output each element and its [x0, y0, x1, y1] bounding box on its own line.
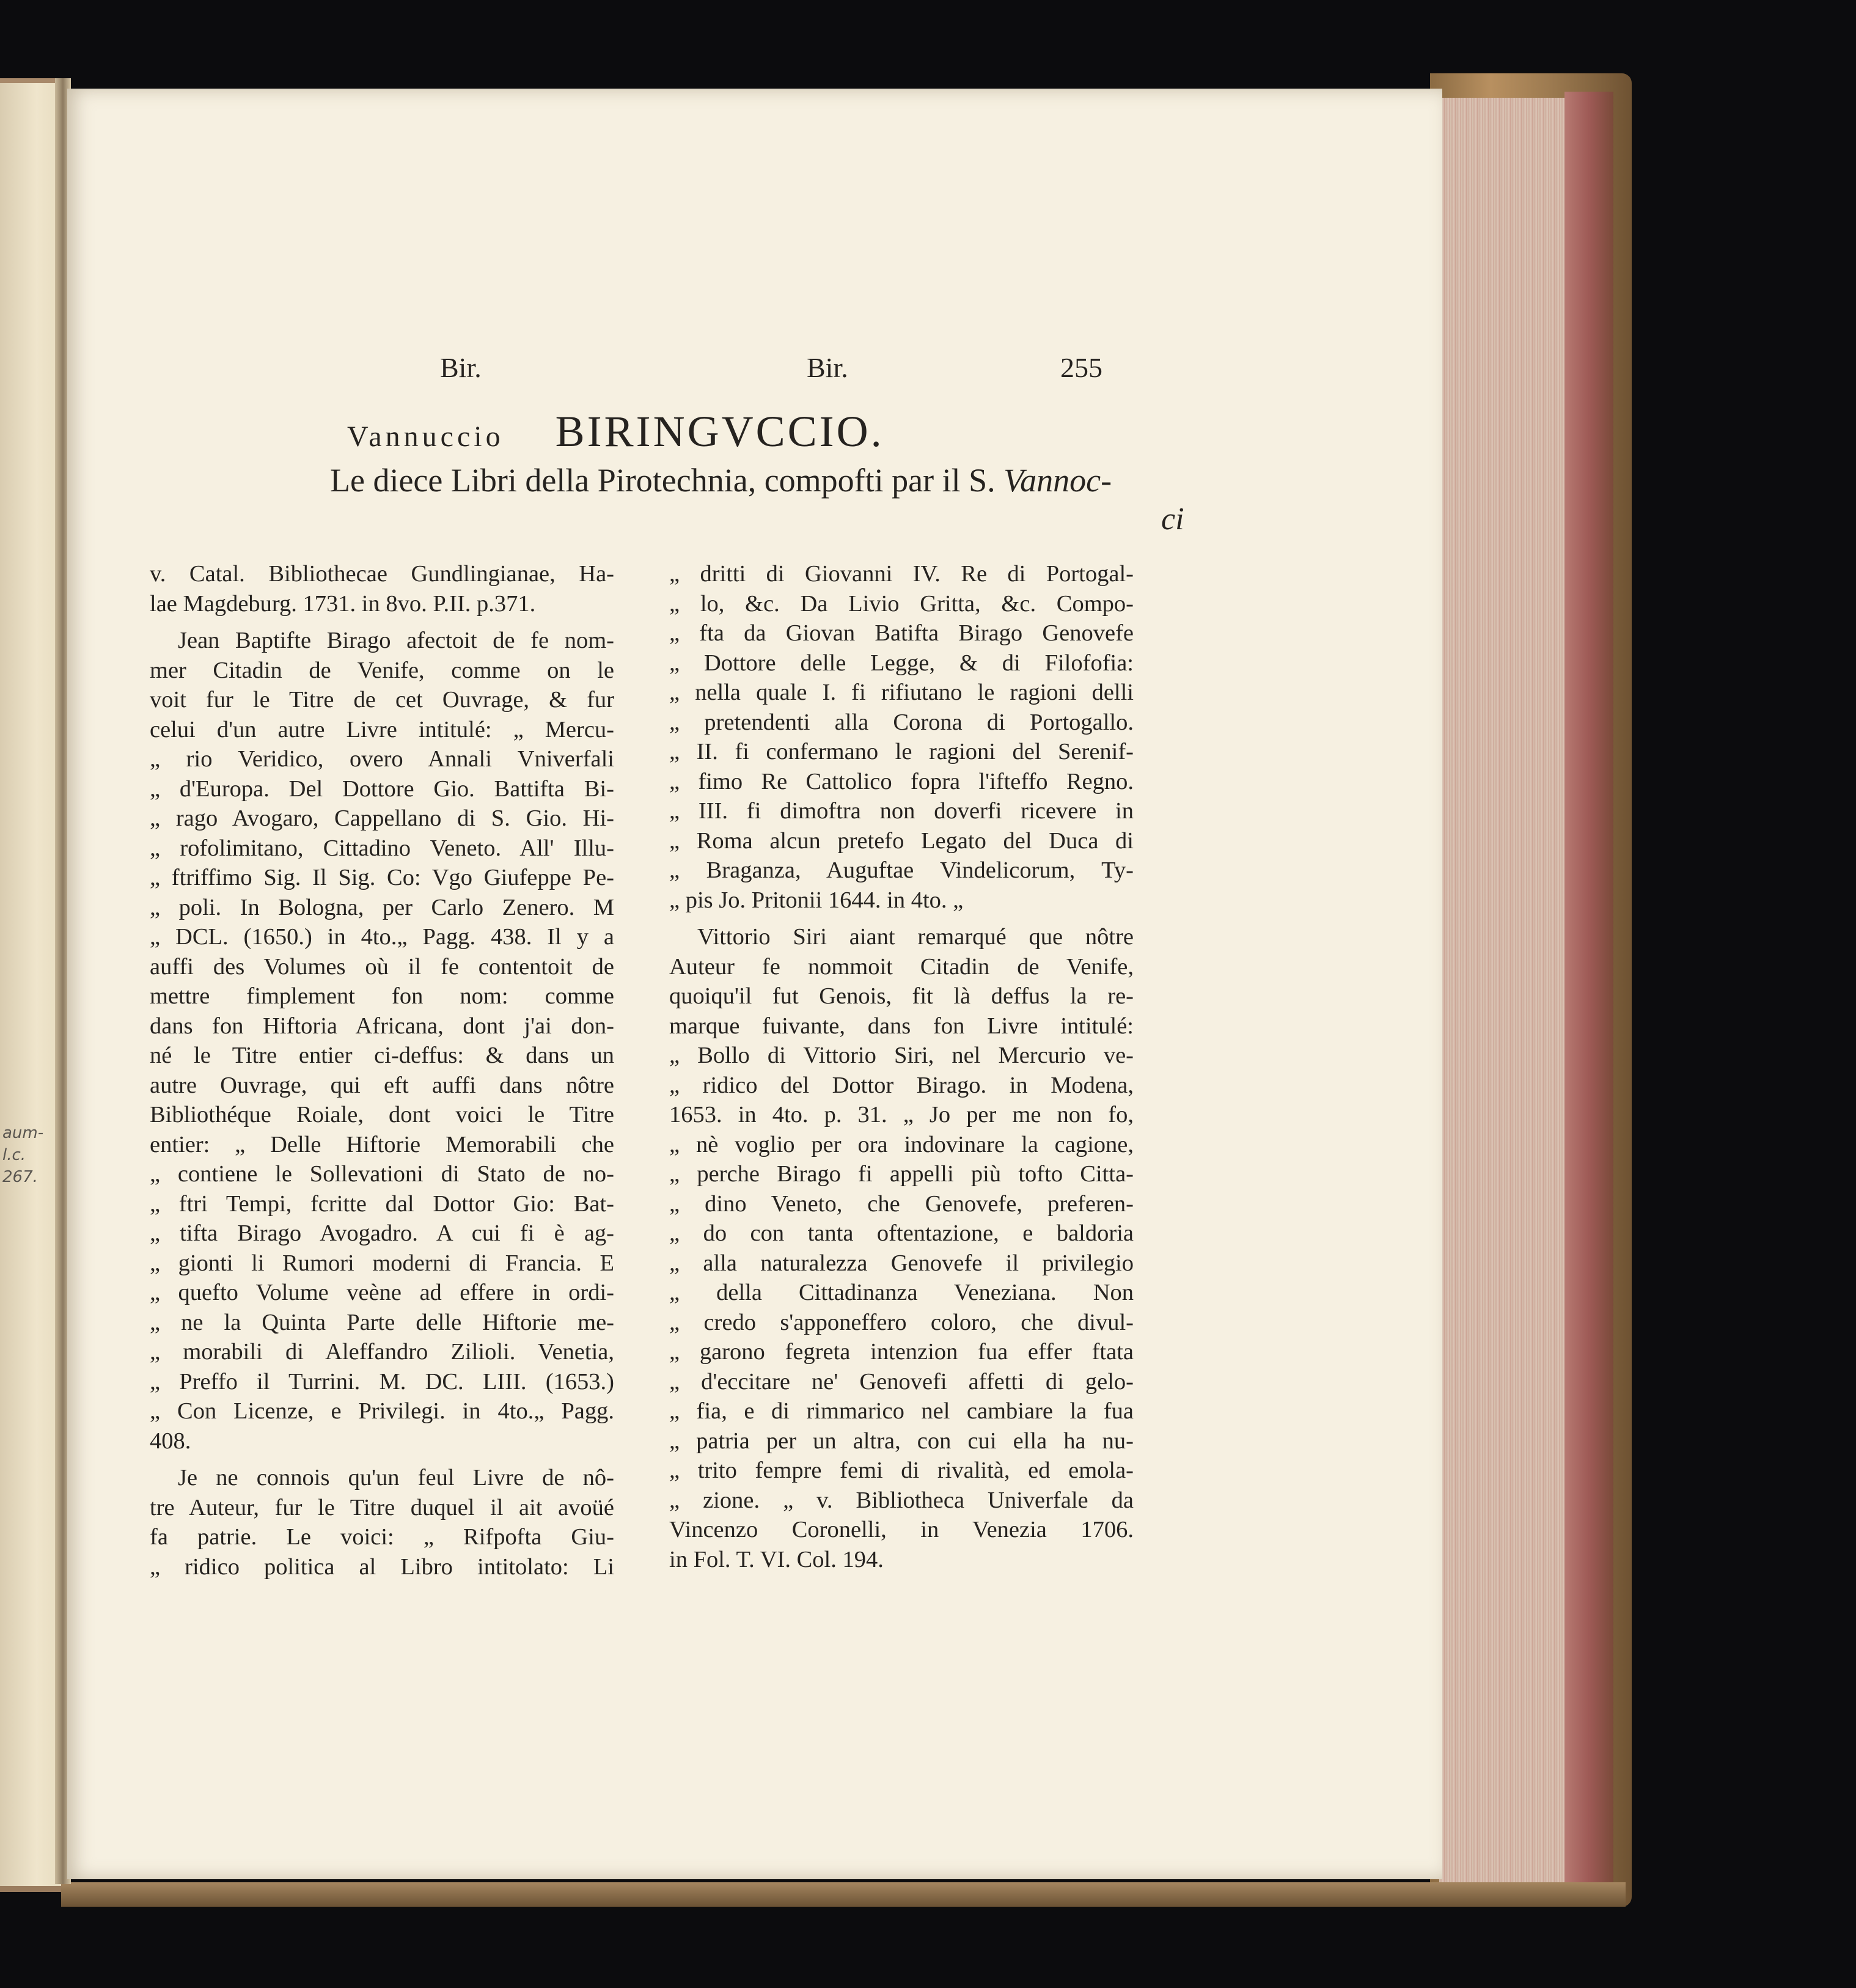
text-line: „ rio Veridico, overo Annali Vniverfali: [150, 746, 614, 772]
text-line: „ dritti di Giovanni IV. Re di Portogal-: [669, 561, 1134, 587]
text-line: „ dino Veneto, che Genovefe, preferen-: [669, 1190, 1134, 1217]
text-line: v. Catal. Bibliothecae Gundlingianae, Ha-: [150, 561, 614, 587]
text-line: fa patrie. Le voici: „ Rifpofta Giu-: [150, 1524, 614, 1550]
text-line: „ II. fi confermano le ragioni del Serenif-: [669, 739, 1134, 765]
heading-surname: BIRINGVCCIO.: [555, 407, 884, 456]
text-line: „ III. fi dimoftra non doverfi ricevere in: [669, 798, 1134, 824]
text-line: Jean Baptifte Birago afectoit de fe nom-: [178, 628, 614, 653]
text-line: „ morabili di Aleffandro Zilioli. Venetia,: [150, 1339, 614, 1365]
text-line: 408.: [150, 1428, 191, 1454]
text-line: „ ne la Quinta Parte delle Hiftorie me-: [150, 1309, 614, 1335]
text-line: „ do con tanta oftentazione, e baldoria: [669, 1220, 1134, 1246]
text-line: lae Magdeburg. 1731. in 8vo. P.II. p.371.: [150, 590, 536, 617]
left-page: [0, 78, 61, 1892]
text-line: „ Braganza, Auguftae Vindelicorum, Ty-: [669, 857, 1134, 883]
text-line: „ Con Licenze, e Privilegi. in 4to.„ Pagg.: [150, 1398, 614, 1424]
margin-note-line: 267.: [2, 1168, 38, 1186]
text-line: „ alla naturalezza Genovefe il privilegio: [669, 1250, 1134, 1276]
text-line: auffi des Volumes où il fe contentoit de: [150, 953, 614, 980]
text-line: Vittorio Siri aiant remarqué que nôtre: [697, 924, 1134, 950]
subtitle-catchword: ci: [1161, 502, 1184, 537]
text-line: „ Preffo il Turrini. M. DC. LIII. (1653.): [150, 1368, 614, 1395]
text-line: „ Bollo di Vittorio Siri, nel Mercurio ve-: [669, 1043, 1134, 1068]
text-line: „ ridico politica al Libro intitolato: Li: [150, 1553, 614, 1580]
text-line: quoiqu'il fut Genois, fit là deffus la re-: [669, 983, 1134, 1009]
text-line: „ pis Jo. Pritonii 1644. in 4to. „: [669, 887, 964, 913]
text-line: entier: „ Delle Hiftorie Memorabili che: [150, 1131, 614, 1157]
text-line: „ nè voglio per ora indovinare la cagione,: [669, 1131, 1134, 1157]
text-line: „ patria per un altra, con cui ella ha nu-: [669, 1428, 1134, 1454]
text-line: „ ridico del Dottor Birago. in Modena,: [669, 1072, 1134, 1098]
text-line: „ garono fegreta intenzion fua effer ftata: [669, 1339, 1134, 1365]
text-line: in Fol. T. VI. Col. 194.: [669, 1546, 884, 1572]
text-line: „ nella quale I. fi rifiutano le ragioni delli: [669, 680, 1134, 705]
text-line: celui d'un autre Livre intitulé: „ Mercu-: [150, 716, 614, 743]
heading-first-name: Vannuccio: [347, 420, 504, 453]
text-line: voit fur le Titre de cet Ouvrage, & fur: [150, 687, 614, 713]
text-line: „ fta da Giovan Batifta Birago Genovefe: [669, 620, 1134, 646]
text-line: „ ftri Tempi, fcritte dal Dottor Gio: Bat-: [150, 1190, 614, 1217]
text-line: „ lo, &c. Da Livio Gritta, &c. Compo-: [669, 590, 1134, 617]
text-line: „ tifta Birago Avogadro. A cui fi è ag-: [150, 1220, 614, 1246]
text-line: mer Citadin de Venife, comme on le: [150, 657, 614, 683]
text-line: „ rago Avogaro, Cappellano di S. Gio. Hi-: [150, 805, 614, 831]
text-line: „ contiene le Sollevationi di Stato de no-: [150, 1161, 614, 1187]
text-line: „ d'eccitare ne' Genovefi affetti di gelo-: [669, 1368, 1134, 1395]
subtitle-name: Vannoc-: [1003, 462, 1112, 499]
text-line: tre Auteur, fur le Titre duquel il ait avoüé: [150, 1494, 614, 1520]
text-line: „ zione. „ v. Bibliotheca Univerfale da: [669, 1487, 1134, 1513]
subtitle-text: Le diece Libri della Pirotechnia, compofti par il S.: [330, 462, 1004, 499]
subtitle: [330, 461, 1198, 499]
page-number: 255: [1060, 352, 1102, 383]
running-head-center: Bir.: [807, 352, 848, 383]
text-line: Vincenzo Coronelli, in Venezia 1706.: [669, 1517, 1134, 1542]
text-line: „ perche Birago fi appelli più tofto Citta-: [669, 1161, 1134, 1187]
text-line: „ credo s'apponeffero coloro, che divul-: [669, 1309, 1134, 1335]
page-edges: [1439, 98, 1580, 1882]
text-line: marque fuivante, dans fon Livre intitulé:: [669, 1013, 1134, 1039]
text-line: „ ftriffimo Sig. Il Sig. Co: Vgo Giufeppe Pe-: [150, 865, 614, 890]
text-line: Je ne connois qu'un feul Livre de nô-: [178, 1465, 614, 1491]
text-line: „ rofolimitano, Cittadino Veneto. All' Illu-: [150, 835, 614, 861]
text-line: 1653. in 4to. p. 31. „ Jo per me non fo,: [669, 1102, 1134, 1128]
text-line: Bibliothéque Roiale, dont voici le Titre: [150, 1102, 614, 1128]
text-line: „ gionti li Rumori moderni di Francia. E: [150, 1250, 614, 1276]
text-line: „ Dottore delle Legge, & di Filofofia:: [669, 650, 1134, 676]
text-line: „ DCL. (1650.) in 4to.„ Pagg. 438. Il y a: [150, 924, 614, 950]
heading: [347, 406, 884, 457]
text-line: „ della Cittadinanza Veneziana. Non: [669, 1280, 1134, 1305]
text-line: „ d'Europa. Del Dottore Gio. Battifta Bi-: [150, 776, 614, 802]
text-line: „ fimo Re Cattolico fopra l'ifteffo Regno.: [669, 768, 1134, 794]
margin-note: [2, 1122, 43, 1188]
running-head-left: Bir.: [440, 352, 482, 383]
text-line: autre Ouvrage, qui eft auffi dans nôtre: [150, 1072, 614, 1098]
text-line: „ fia, e di rimmarico nel cambiare la fua: [669, 1398, 1134, 1424]
margin-note-line: l.c.: [2, 1146, 26, 1164]
right-column: [669, 559, 1134, 1574]
text-line: dans fon Hiftoria Africana, dont j'ai don-: [150, 1013, 614, 1039]
text-line: mettre fimplement fon nom: comme: [150, 983, 614, 1009]
text-line: né le Titre entier ci-deffus: & dans un: [150, 1043, 614, 1068]
text-line: „ pretendenti alla Corona di Portogallo.: [669, 709, 1134, 735]
text-line: „ poli. In Bologna, per Carlo Zenero. M: [150, 894, 614, 920]
bottom-cover-edge: [61, 1882, 1626, 1907]
text-line: „ quefto Volume veène ad effere in ordi-: [150, 1280, 614, 1305]
left-column: [150, 559, 614, 1582]
margin-note-line: aum-: [2, 1124, 44, 1142]
text-line: „ trito fempre femi di rivalità, ed emola-: [669, 1458, 1134, 1483]
text-line: Auteur fe nommoit Citadin de Venife,: [669, 953, 1134, 980]
book-page: [67, 89, 1442, 1879]
text-line: „ Roma alcun pretefo Legato del Duca di: [669, 827, 1134, 854]
red-edge: [1564, 92, 1613, 1894]
